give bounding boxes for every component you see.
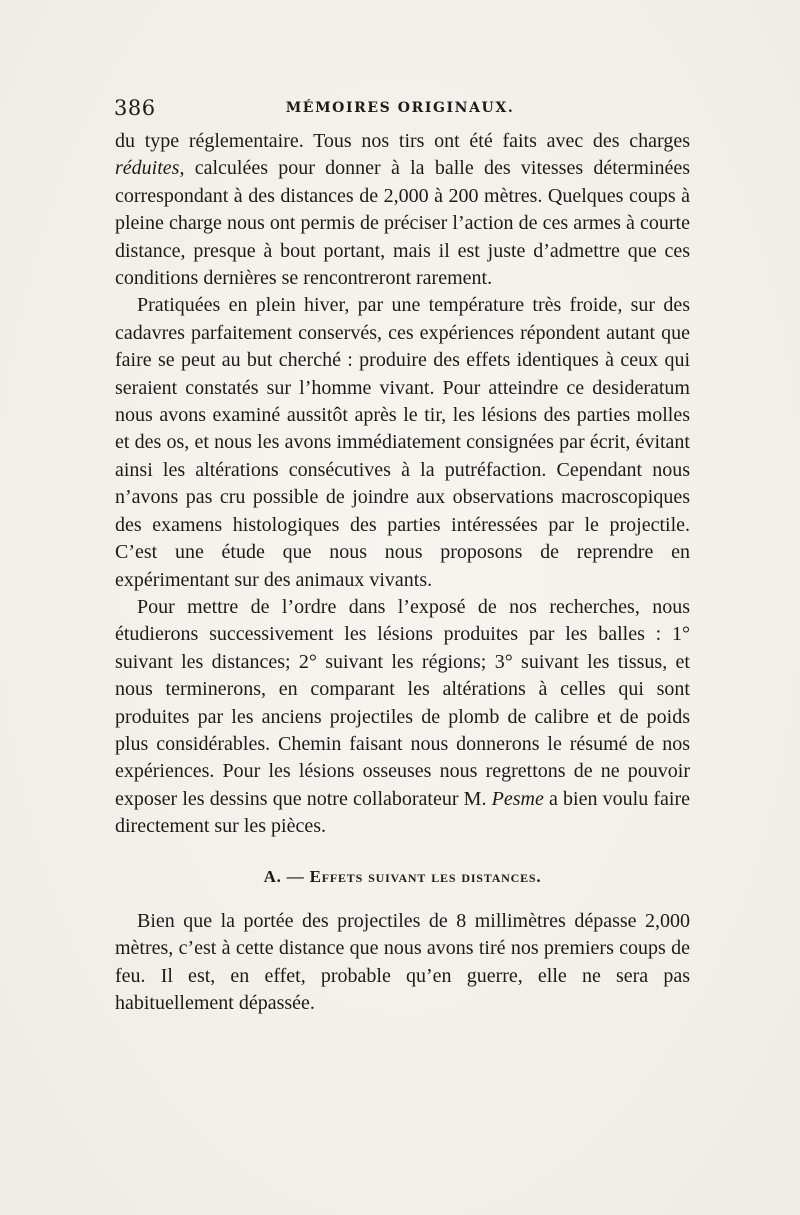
paragraph-1-text-a: du type réglementaire. Tous nos tirs ont été faits avec des charges [115,130,690,152]
paragraph-3 [115,594,690,841]
section-title: Effets suivant les distances. [309,866,542,886]
emphasis-pesme: Pesme [491,787,544,810]
section-label: A. — [263,866,310,886]
paragraph-1-text-b: , calculées pour donner à la balle des vitesses déterminées correspondant à des distances de 2,000 à 200 mètres. Quelques coups à pleine charge nous ont permis de préciser l’action de ces armes à courte distance, presque à bout portant, mais il est juste d’admettre que ces conditions dernières se rencontreront rarement. [115,157,690,290]
page-body [115,128,690,1018]
running-title: MÉMOIRES ORIGINAUX. [285,100,515,116]
paragraph-4: Bien que la portée des projectiles de 8 millimètres dépasse 2,000 mètres, c’est à cette distance que nous avons tiré nos premiers coups de feu. Il est, en effet, probable qu’en guerre, elle ne sera pas habituellement dépassée. [115,909,690,1015]
page-number: 386 [114,96,156,120]
paragraph-3-text-b: a bien voulu faire directement sur les pièces. [115,787,690,838]
page-header [100,96,700,124]
section-heading [115,863,690,890]
paragraph-2: Pratiquées en plein hiver, par une température très froide, sur des cadavres parfaitement conservés, ces expériences répondent autant que faire se peut au but cherché : produire des effets identiques à ceux qui seraient constatés sur l’homme vivant. Pour atteindre ce desideratum nous avons examiné aussitôt après le tir, les lésions des parties molles et des os, et nous les avons immédiatement consignées par écrit, évitant ainsi les altérations consécutives à la putréfaction. Cependant nous n’avons pas cru possible de joindre aux observations macroscopiques des examens histologiques des parties intéressées par le projectile. C’est une étude que nous nous proposons de reprendre en expérimentant sur des animaux vivants. [115,294,690,591]
paragraph-1 [115,128,690,292]
paragraph-3-text-a: Pour mettre de l’ordre dans l’exposé de nos recherches, nous étudierons successivement les lésions produites par les balles : 1° suivant les distances; 2° suivant les régions; 3° suivant les tissus, et nous terminerons, en comparant les altérations à celles qui sont produites par les anciens projectiles de plomb de calibre et de poids plus considérables. Chemin faisant nous donnerons le résumé de nos expériences. Pour les lésions osseuses nous regrettons de ne pouvoir exposer les dessins que notre collaborateur M. [115,595,690,810]
emphasis-reduites: réduites [115,157,180,180]
